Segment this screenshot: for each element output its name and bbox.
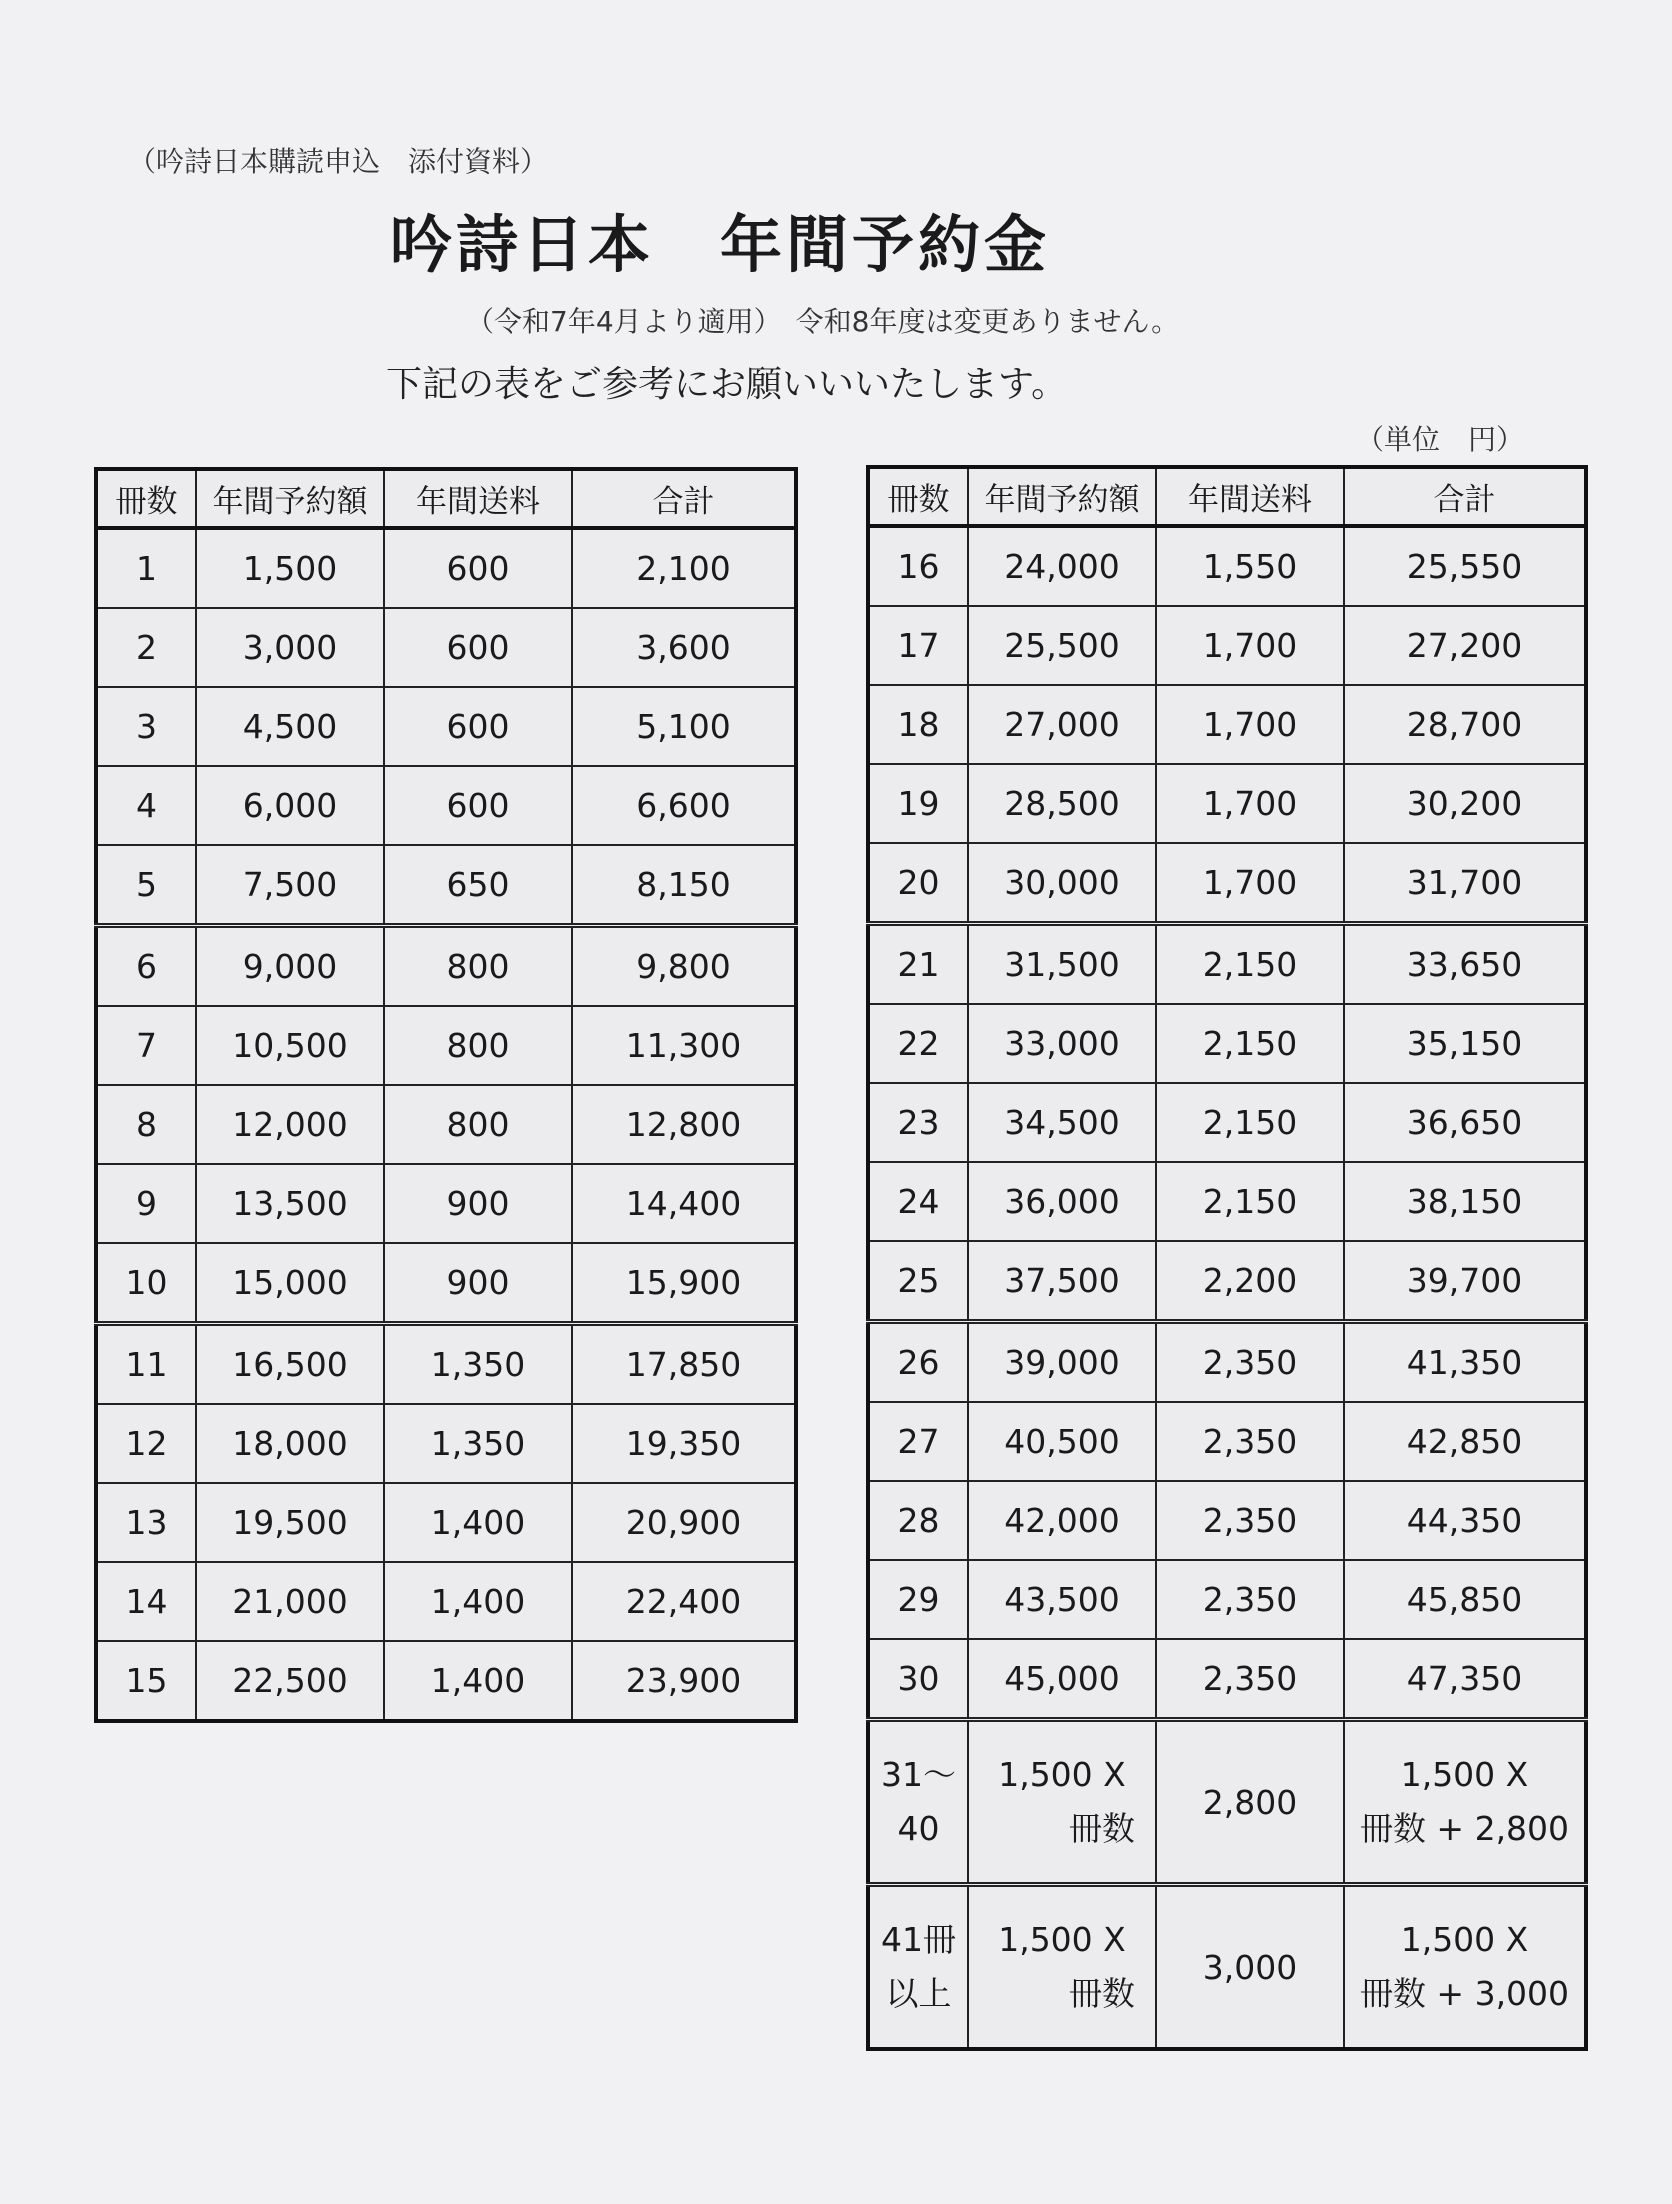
cell-total: 45,850 — [1344, 1560, 1586, 1639]
table-row — [96, 1324, 796, 1405]
cell-subscription: 24,000 — [968, 526, 1156, 606]
cell-subscription: 22,500 — [196, 1641, 384, 1721]
rate-line-1: 1,500 X — [998, 1755, 1126, 1794]
cell-total: 22,400 — [572, 1562, 796, 1641]
cell-total: 3,600 — [572, 608, 796, 687]
col-subscription-header: 年間予約額 — [968, 467, 1156, 526]
cell-subscription: 40,500 — [968, 1402, 1156, 1481]
cell-subscription: 15,000 — [196, 1243, 384, 1324]
table-row — [96, 1085, 796, 1164]
cell-postage: 600 — [384, 766, 572, 845]
cell-subscription: 45,000 — [968, 1639, 1156, 1720]
cell-count: 6 — [96, 926, 196, 1007]
table-header-row — [96, 469, 796, 528]
cell-subscription: 9,000 — [196, 926, 384, 1007]
cell-total: 15,900 — [572, 1243, 796, 1324]
cell-subscription: 3,000 — [196, 608, 384, 687]
unit-note: （単位 円） — [1356, 423, 1525, 456]
cell-subscription: 43,500 — [968, 1560, 1156, 1639]
table-row — [868, 1639, 1586, 1720]
cell-total: 19,350 — [572, 1404, 796, 1483]
cell-total: 11,300 — [572, 1006, 796, 1085]
table-row — [868, 1083, 1586, 1162]
cell-postage: 600 — [384, 528, 572, 608]
cell-subscription: 4,500 — [196, 687, 384, 766]
cell-count: 3 — [96, 687, 196, 766]
count-line-2: 40 — [897, 1809, 940, 1848]
table-row — [96, 926, 796, 1007]
col-total-header: 合計 — [572, 469, 796, 528]
cell-total: 23,900 — [572, 1641, 796, 1721]
cell-count: 13 — [96, 1483, 196, 1562]
cell-postage: 1,700 — [1156, 685, 1344, 764]
table-row — [868, 924, 1586, 1005]
cell-subscription: 33,000 — [968, 1004, 1156, 1083]
col-total-header: 合計 — [1344, 467, 1586, 526]
table-row — [96, 766, 796, 845]
cell-total: 27,200 — [1344, 606, 1586, 685]
cell-subscription: 42,000 — [968, 1481, 1156, 1560]
table-row — [868, 1004, 1586, 1083]
applied-date-note: （令和7年4月より適用） 令和8年度は変更ありません。 — [466, 305, 1180, 338]
table-row — [96, 1006, 796, 1085]
rate-table-right — [866, 465, 1588, 2051]
table-row — [96, 1164, 796, 1243]
cell-subscription: 25,500 — [968, 606, 1156, 685]
cell-count: 26 — [868, 1322, 968, 1403]
cell-postage: 2,800 — [1156, 1720, 1344, 1885]
table-row — [96, 687, 796, 766]
cell-count: 2 — [96, 608, 196, 687]
cell-postage: 650 — [384, 845, 572, 926]
table-row — [868, 843, 1586, 924]
table-row — [96, 1243, 796, 1324]
cell-postage: 1,700 — [1156, 843, 1344, 924]
cell-total: 35,150 — [1344, 1004, 1586, 1083]
cell-count: 17 — [868, 606, 968, 685]
cell-total: 25,550 — [1344, 526, 1586, 606]
table-row — [96, 1562, 796, 1641]
rate-table-right-body — [868, 526, 1586, 2049]
cell-postage: 1,350 — [384, 1324, 572, 1405]
total-line-2: 冊数 + 3,000 — [1359, 1974, 1570, 2013]
table-row — [868, 1481, 1586, 1560]
cell-count: 27 — [868, 1402, 968, 1481]
cell-postage: 600 — [384, 608, 572, 687]
cell-postage: 1,700 — [1156, 764, 1344, 843]
cell-total: 9,800 — [572, 926, 796, 1007]
count-line-2: 以上 — [885, 1974, 952, 2013]
count-line-1: 31～ — [881, 1755, 956, 1794]
table-header-row — [868, 467, 1586, 526]
page-title: 吟詩日本 年間予約金 — [390, 208, 1051, 281]
cell-subscription — [968, 1720, 1156, 1885]
cell-subscription: 31,500 — [968, 924, 1156, 1005]
cell-subscription: 34,500 — [968, 1083, 1156, 1162]
cell-postage: 2,150 — [1156, 1004, 1344, 1083]
cell-total: 28,700 — [1344, 685, 1586, 764]
cell-total — [1344, 1885, 1586, 2050]
cell-postage: 2,350 — [1156, 1481, 1344, 1560]
table-row — [96, 608, 796, 687]
cell-count: 25 — [868, 1241, 968, 1322]
table-row — [96, 845, 796, 926]
cell-total: 20,900 — [572, 1483, 796, 1562]
cell-subscription — [968, 1885, 1156, 2050]
cell-postage: 1,400 — [384, 1562, 572, 1641]
rate-table-left-body — [96, 528, 796, 1721]
cell-total: 41,350 — [1344, 1322, 1586, 1403]
rate-line-1: 1,500 X — [998, 1920, 1126, 1959]
cell-subscription: 16,500 — [196, 1324, 384, 1405]
cell-subscription: 36,000 — [968, 1162, 1156, 1241]
cell-total: 12,800 — [572, 1085, 796, 1164]
cell-postage: 800 — [384, 926, 572, 1007]
cell-count: 28 — [868, 1481, 968, 1560]
cell-postage: 1,350 — [384, 1404, 572, 1483]
cell-total: 8,150 — [572, 845, 796, 926]
rate-line-2: 冊数 — [1069, 1809, 1135, 1848]
cell-count: 9 — [96, 1164, 196, 1243]
cell-subscription: 18,000 — [196, 1404, 384, 1483]
cell-count: 7 — [96, 1006, 196, 1085]
cell-subscription: 6,000 — [196, 766, 384, 845]
cell-total: 30,200 — [1344, 764, 1586, 843]
cell-count: 14 — [96, 1562, 196, 1641]
rate-line-2: 冊数 — [1069, 1974, 1135, 2013]
cell-postage: 600 — [384, 687, 572, 766]
table-row — [868, 606, 1586, 685]
cell-postage: 900 — [384, 1164, 572, 1243]
table-row — [96, 528, 796, 608]
col-postage-header: 年間送料 — [384, 469, 572, 528]
table-row — [96, 1641, 796, 1721]
cell-postage: 900 — [384, 1243, 572, 1324]
cell-subscription: 1,500 — [196, 528, 384, 608]
cell-total: 31,700 — [1344, 843, 1586, 924]
reference-note: 下記の表をご参考にお願いいいたします。 — [386, 364, 1068, 405]
cell-postage: 2,350 — [1156, 1322, 1344, 1403]
cell-count: 10 — [96, 1243, 196, 1324]
table-row — [868, 764, 1586, 843]
cell-total: 33,650 — [1344, 924, 1586, 1005]
cell-count: 21 — [868, 924, 968, 1005]
table-row — [96, 1483, 796, 1562]
cell-count: 1 — [96, 528, 196, 608]
cell-postage: 1,400 — [384, 1641, 572, 1721]
cell-total: 39,700 — [1344, 1241, 1586, 1322]
cell-subscription: 28,500 — [968, 764, 1156, 843]
cell-postage: 2,350 — [1156, 1402, 1344, 1481]
cell-count: 16 — [868, 526, 968, 606]
cell-count: 12 — [96, 1404, 196, 1483]
cell-count: 20 — [868, 843, 968, 924]
cell-postage: 800 — [384, 1085, 572, 1164]
cell-total: 5,100 — [572, 687, 796, 766]
cell-subscription: 30,000 — [968, 843, 1156, 924]
cell-total: 2,100 — [572, 528, 796, 608]
table-row — [868, 1241, 1586, 1322]
cell-count: 18 — [868, 685, 968, 764]
col-count-header: 冊数 — [868, 467, 968, 526]
cell-postage: 2,150 — [1156, 1083, 1344, 1162]
cell-total: 6,600 — [572, 766, 796, 845]
cell-subscription: 13,500 — [196, 1164, 384, 1243]
cell-subscription: 27,000 — [968, 685, 1156, 764]
cell-count: 4 — [96, 766, 196, 845]
cell-count: 8 — [96, 1085, 196, 1164]
cell-subscription: 7,500 — [196, 845, 384, 926]
total-line-2: 冊数 + 2,800 — [1359, 1809, 1570, 1848]
cell-count: 22 — [868, 1004, 968, 1083]
cell-postage: 800 — [384, 1006, 572, 1085]
cell-total: 36,650 — [1344, 1083, 1586, 1162]
cell-count — [868, 1885, 968, 2050]
table-row — [868, 526, 1586, 606]
cell-postage: 1,550 — [1156, 526, 1344, 606]
cell-postage: 2,350 — [1156, 1560, 1344, 1639]
cell-count: 11 — [96, 1324, 196, 1405]
cell-subscription: 12,000 — [196, 1085, 384, 1164]
attachment-note: （吟詩日本購読申込 添付資料） — [128, 145, 549, 178]
cell-postage: 1,700 — [1156, 606, 1344, 685]
cell-count: 24 — [868, 1162, 968, 1241]
cell-postage: 3,000 — [1156, 1885, 1344, 2050]
cell-postage: 1,400 — [384, 1483, 572, 1562]
cell-count: 5 — [96, 845, 196, 926]
table-row — [868, 1162, 1586, 1241]
cell-total: 17,850 — [572, 1324, 796, 1405]
cell-total — [1344, 1720, 1586, 1885]
total-line-1: 1,500 X — [1400, 1920, 1529, 1959]
count-line-1: 41冊 — [881, 1920, 956, 1959]
cell-postage: 2,150 — [1156, 924, 1344, 1005]
cell-count: 30 — [868, 1639, 968, 1720]
table-row-special — [868, 1720, 1586, 1885]
cell-count: 19 — [868, 764, 968, 843]
table-row — [868, 1322, 1586, 1403]
col-subscription-header: 年間予約額 — [196, 469, 384, 528]
cell-total: 14,400 — [572, 1164, 796, 1243]
col-postage-header: 年間送料 — [1156, 467, 1344, 526]
cell-subscription: 10,500 — [196, 1006, 384, 1085]
cell-total: 47,350 — [1344, 1639, 1586, 1720]
cell-count — [868, 1720, 968, 1885]
col-count-header: 冊数 — [96, 469, 196, 528]
cell-count: 15 — [96, 1641, 196, 1721]
cell-total: 42,850 — [1344, 1402, 1586, 1481]
cell-subscription: 21,000 — [196, 1562, 384, 1641]
cell-total: 44,350 — [1344, 1481, 1586, 1560]
cell-subscription: 37,500 — [968, 1241, 1156, 1322]
total-line-1: 1,500 X — [1400, 1755, 1529, 1794]
cell-postage: 2,350 — [1156, 1639, 1344, 1720]
cell-count: 23 — [868, 1083, 968, 1162]
table-row — [868, 1402, 1586, 1481]
table-row — [868, 685, 1586, 764]
cell-subscription: 19,500 — [196, 1483, 384, 1562]
table-row-special — [868, 1885, 1586, 2050]
table-row — [96, 1404, 796, 1483]
table-row — [868, 1560, 1586, 1639]
cell-postage: 2,150 — [1156, 1162, 1344, 1241]
rate-table-left — [94, 467, 798, 1723]
cell-total: 38,150 — [1344, 1162, 1586, 1241]
cell-count: 29 — [868, 1560, 968, 1639]
cell-subscription: 39,000 — [968, 1322, 1156, 1403]
cell-postage: 2,200 — [1156, 1241, 1344, 1322]
